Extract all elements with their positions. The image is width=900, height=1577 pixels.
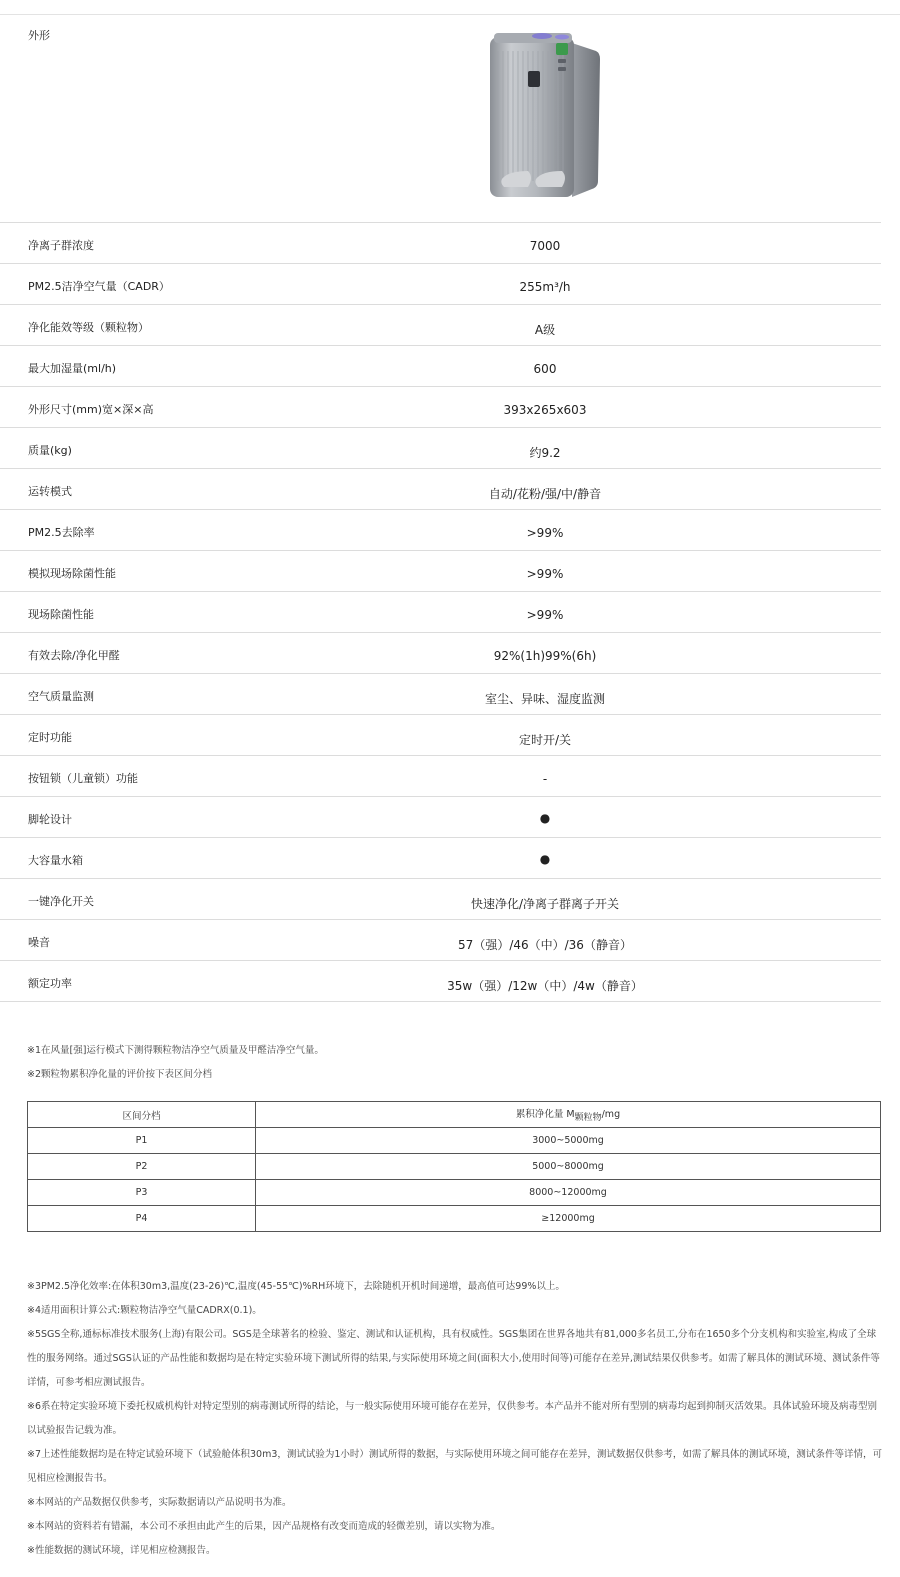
spec-value: 393x265x603 (503, 403, 587, 417)
spec-value: ● (539, 852, 551, 866)
spec-value: 57（强）/46（中）/36（静音） (458, 938, 632, 952)
grade-table (27, 1101, 881, 1232)
footnote-10: ※性能数据的测试环境，详见相应检测报告。 (27, 1545, 216, 1556)
grade-cell: P3 (28, 1180, 256, 1206)
note-1: ※1在风量[强]运行模式下测得颗粒物洁净空气质量及甲醛洁净空气量。 (27, 1045, 324, 1056)
spec-row (0, 592, 881, 633)
spec-key: 外形尺寸(mm)宽×深×高 (28, 403, 154, 416)
range-cell: ≥12000mg (256, 1206, 881, 1232)
spec-row (0, 510, 881, 551)
spec-row (0, 305, 881, 346)
spec-row (0, 756, 881, 797)
footnote-6: ※6系在特定实验环境下委托权威机构针对特定型别的病毒测试所得的结论，与一般实际使用环境可能存在差异，仅供参考。本产品并不能对所有型别的病毒均起到抑制灭活效果。具体试验环境及病毒型别以试验报告记载为准。 (27, 1401, 878, 1436)
spec-row (0, 961, 881, 1002)
spec-key: 净化能效等级（颗粒物） (28, 321, 149, 334)
spec-value: 室尘、异味、湿度监测 (484, 692, 605, 706)
amount-header (256, 1102, 881, 1128)
spec-value: 约9.2 (529, 446, 561, 460)
table-row (28, 1154, 881, 1180)
range-cell: 8000~12000mg (256, 1180, 881, 1206)
spec-key: 一键净化开关 (28, 895, 94, 908)
spec-row (0, 838, 881, 879)
table-row (28, 1180, 881, 1206)
spec-row (0, 633, 881, 674)
spec-value: >99% (526, 567, 564, 581)
amount-header-main: 累积净化量 M (515, 1109, 575, 1120)
note-2: ※2颗粒物累积净化量的评价按下表区间分档 (27, 1069, 213, 1080)
spec-key: 大容量水箱 (28, 854, 83, 867)
spec-value: 7000 (529, 239, 561, 253)
spec-key: 质量(kg) (28, 444, 72, 457)
spec-value: >99% (526, 526, 564, 540)
spec-key: 运转模式 (28, 485, 72, 498)
spec-value: - (542, 772, 548, 786)
spec-row (0, 879, 881, 920)
footnote-7: ※7上述性能数据均是在特定试验环境下（试验舱体积30m3，测试试验为1小时）测试所得的数据，与实际使用环境之间可能存在差异，测试数据仅供参考，如需了解具体的测试环境，测试条件等详情，可见相应检测报告书。 (27, 1449, 882, 1484)
footnote-9: ※本网站的资料若有错漏，本公司不承担由此产生的后果，因产品规格有改变而造成的轻微差别，请以实物为准。 (27, 1521, 501, 1532)
spec-key: 定时功能 (28, 731, 72, 744)
grade-table-header (28, 1102, 881, 1128)
spec-row (0, 715, 881, 756)
spec-row (0, 797, 881, 838)
spec-table (0, 15, 881, 1002)
table-row (28, 1128, 881, 1154)
spec-key: 噪音 (28, 936, 50, 949)
footnote-8: ※本网站的产品数据仅供参考，实际数据请以产品说明书为准。 (27, 1497, 292, 1508)
spec-value: A级 (534, 323, 556, 337)
spec-row (0, 674, 881, 715)
table-row (28, 1206, 881, 1232)
spec-key: 净离子群浓度 (28, 239, 94, 252)
spec-row (0, 920, 881, 961)
spec-row (0, 551, 881, 592)
grade-header: 区间分档 (28, 1102, 256, 1128)
spec-row (0, 469, 881, 510)
spec-key: 最大加湿量(ml/h) (28, 362, 117, 375)
range-cell: 3000~5000mg (256, 1128, 881, 1154)
spec-key: 现场除菌性能 (28, 608, 94, 621)
spec-row-appearance (0, 15, 881, 222)
spec-key: 模拟现场除菌性能 (28, 567, 116, 580)
spec-value: 35w（强）/12w（中）/4w（静音） (447, 979, 643, 993)
spec-row (0, 222, 881, 264)
spec-key: 有效去除/净化甲醛 (28, 649, 120, 662)
spec-row (0, 387, 881, 428)
grade-cell: P4 (28, 1206, 256, 1232)
range-cell: 5000~8000mg (256, 1154, 881, 1180)
air-purifier-product-image (488, 31, 602, 201)
spec-value: 255m³/h (519, 280, 571, 294)
spec-key: 空气质量监测 (28, 690, 94, 703)
spec-row (0, 428, 881, 469)
spec-key: 按钮锁（儿童锁）功能 (28, 772, 138, 785)
grade-cell: P1 (28, 1128, 256, 1154)
amount-header-sub: 颗粒物 (574, 1113, 602, 1123)
spec-key: PM2.5去除率 (28, 526, 95, 539)
footnote-5: ※5SGS全称,通标标准技术服务(上海)有限公司。SGS是全球著名的检验、鉴定、测试和认证机构，具有权威性。SGS集团在世界各地共有81,000多名员工,分布在1650多个分支机构和实验室,构成了全球性的服务网络。通过SGS认证的产品性能和数据均是在特定实验环境下测试所得的结果,与实际使用环境之间(面积大小,使用时间等)可能存在差异,测试结果仅供参考。如需了解具体的测试环境、测试条件等详情，可参考相应测试报告。 (27, 1329, 880, 1388)
spec-value: 92%(1h)99%(6h) (493, 649, 597, 663)
grade-cell: P2 (28, 1154, 256, 1180)
spec-value: 快速净化/净离子群离子开关 (470, 897, 620, 911)
spec-value: 定时开/关 (518, 733, 572, 747)
spec-key: 外形 (28, 29, 50, 42)
spec-key: 额定功率 (28, 977, 72, 990)
footnote-3: ※3PM2.5净化效率:在体积30m3,温度(23-26)℃,温度(45-55℃)%RH环境下，去除随机开机时间递增，最高值可达99%以上。 (27, 1281, 565, 1292)
footnote-4: ※4适用面积计算公式:颗粒物洁净空气量CADRX(0.1)。 (27, 1305, 262, 1316)
spec-key: 脚轮设计 (28, 813, 72, 826)
spec-value: ● (539, 811, 551, 825)
spec-key: PM2.5洁净空气量（CADR） (28, 280, 170, 293)
spec-row (0, 264, 881, 305)
spec-value: 自动/花粉/强/中/静音 (488, 487, 602, 501)
spec-row (0, 346, 881, 387)
amount-header-unit: /mg (601, 1109, 621, 1120)
spec-value: 600 (533, 362, 557, 376)
spec-value: >99% (526, 608, 564, 622)
